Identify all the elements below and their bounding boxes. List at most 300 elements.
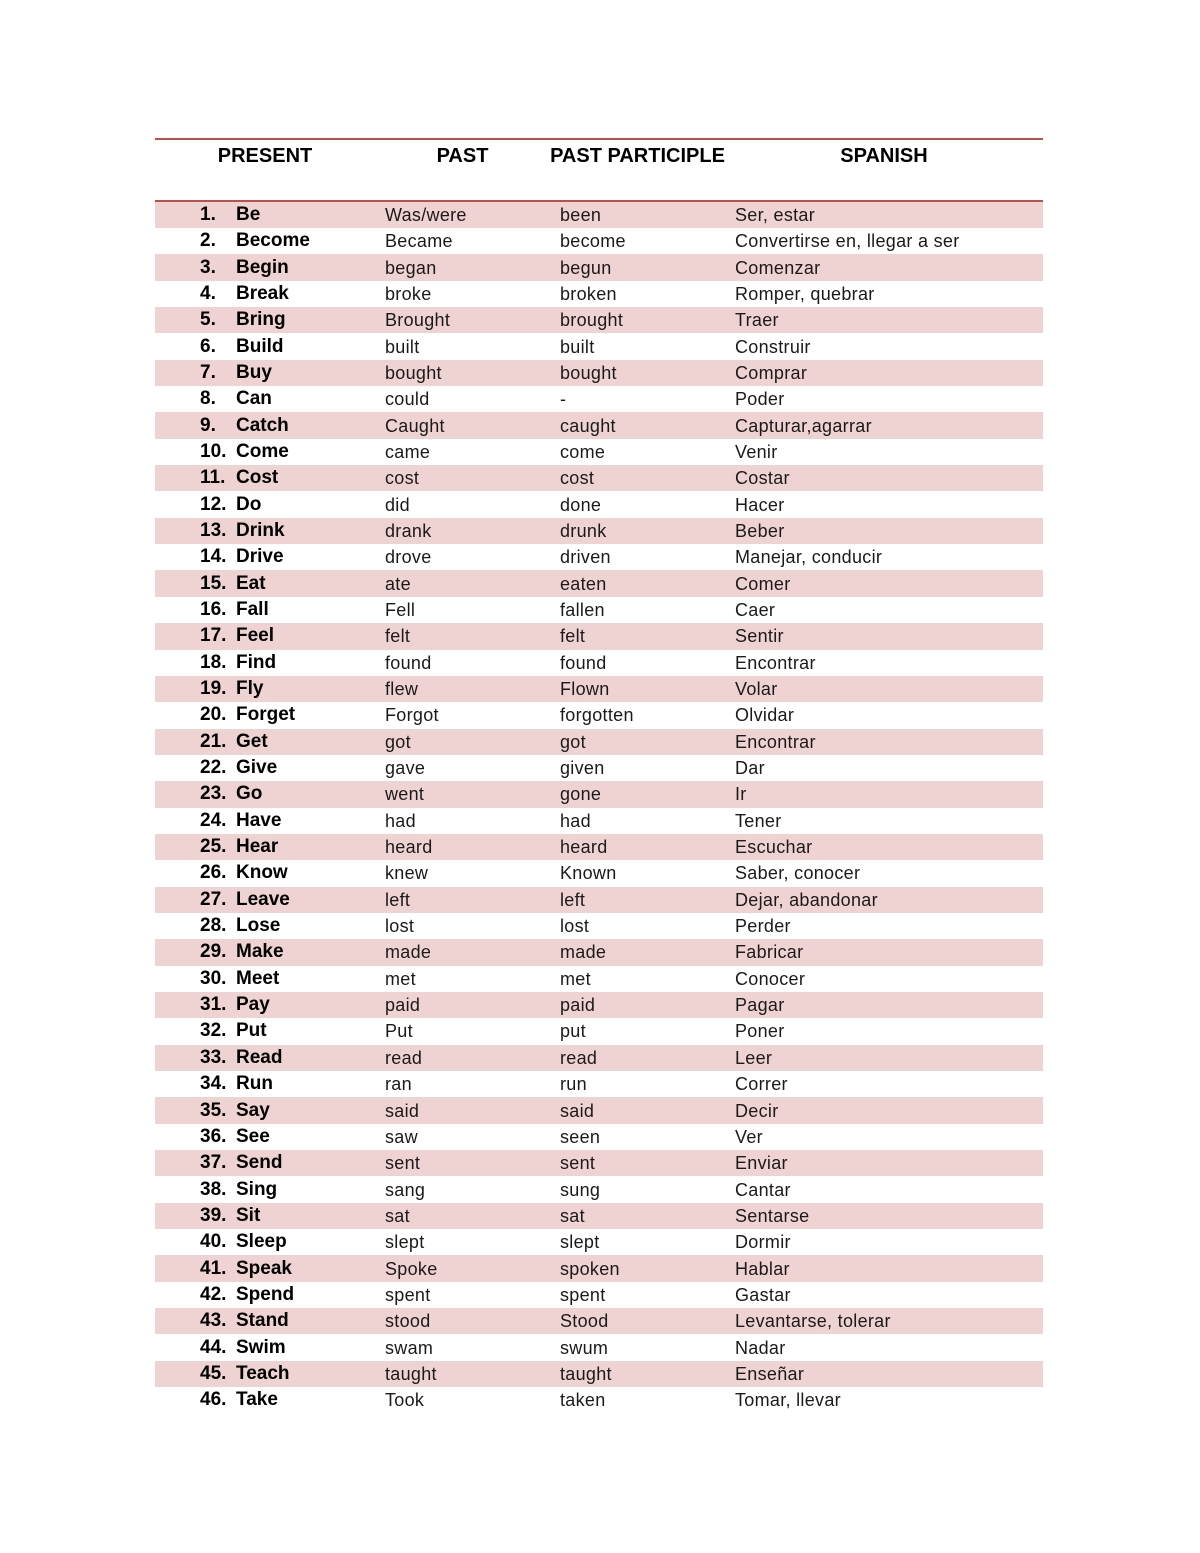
present-cell: [155, 702, 375, 728]
past-participle-cell: read: [560, 1047, 598, 1068]
present-cell: [155, 518, 375, 544]
spanish-cell: Volar: [735, 679, 778, 700]
past-participle-cell: fallen: [560, 599, 605, 620]
past-cell: paid: [385, 995, 421, 1016]
spanish-cell: Construir: [735, 336, 811, 357]
past-participle-cell: swum: [560, 1337, 609, 1358]
spanish-cell: Costar: [735, 468, 790, 489]
present-cell: [155, 1124, 375, 1150]
row-number: 11.: [200, 467, 226, 489]
table-row: [155, 1334, 1043, 1360]
row-number: 32.: [200, 1020, 227, 1042]
present-cell: [155, 1176, 375, 1202]
present-cell: [155, 1018, 375, 1044]
row-number: 45.: [200, 1362, 227, 1384]
spanish-cell: Enseñar: [735, 1363, 805, 1384]
present-verb: Send: [236, 1152, 283, 1174]
present-cell: [155, 544, 375, 570]
row-number: 38.: [200, 1178, 227, 1200]
irregular-verbs-table: [155, 138, 1043, 1413]
past-participle-cell: seen: [560, 1126, 601, 1147]
present-verb: Build: [236, 335, 284, 357]
spanish-cell: Beber: [735, 520, 785, 541]
table-row: [155, 1282, 1043, 1308]
past-cell: got: [385, 731, 411, 752]
present-verb: Speak: [236, 1257, 292, 1279]
table-row: [155, 1203, 1043, 1229]
past-cell: felt: [385, 626, 411, 647]
spanish-cell: Ser, estar: [735, 205, 816, 225]
past-participle-cell: caught: [560, 415, 616, 436]
spanish-cell: Sentarse: [735, 1205, 810, 1226]
table-row: [155, 966, 1043, 992]
row-number: 16.: [200, 598, 227, 620]
table-row: [155, 1176, 1043, 1202]
past-cell: saw: [385, 1126, 418, 1147]
past-cell: flew: [385, 679, 419, 700]
past-cell: spent: [385, 1284, 431, 1305]
present-verb: Drink: [236, 519, 285, 541]
spanish-cell: Conocer: [735, 968, 806, 989]
past-participle-cell: drunk: [560, 520, 607, 541]
spanish-cell: Correr: [735, 1074, 788, 1095]
row-number: 15.: [200, 572, 227, 594]
row-number: 12.: [200, 493, 227, 515]
past-cell: bought: [385, 362, 442, 383]
present-verb: Meet: [236, 967, 280, 989]
present-cell: [155, 465, 375, 491]
past-cell: drove: [385, 547, 432, 568]
spanish-cell: Ver: [735, 1126, 763, 1147]
spanish-cell: Fabricar: [735, 942, 804, 963]
row-number: 25.: [200, 836, 227, 858]
table-row: [155, 1255, 1043, 1281]
past-cell: came: [385, 441, 431, 462]
table-row: [155, 913, 1043, 939]
past-cell: taught: [385, 1363, 437, 1384]
past-cell: Brought: [385, 310, 451, 331]
present-verb: Spend: [236, 1283, 295, 1305]
present-cell: [155, 1097, 375, 1123]
past-participle-cell: broken: [560, 283, 617, 304]
present-cell: [155, 1255, 375, 1281]
spanish-cell: Hablar: [735, 1258, 790, 1279]
spanish-cell: Comenzar: [735, 257, 821, 278]
present-verb: Drive: [236, 546, 284, 568]
row-number: 41.: [200, 1257, 227, 1279]
past-cell: Put: [385, 1021, 413, 1042]
present-verb: Be: [236, 204, 261, 225]
past-participle-cell: made: [560, 942, 607, 963]
spanish-cell: Dormir: [735, 1232, 791, 1253]
past-cell: ran: [385, 1074, 412, 1095]
row-number: 26.: [200, 862, 227, 884]
table-row: [155, 1124, 1043, 1150]
present-cell: [155, 281, 375, 307]
table-header: [155, 139, 1043, 201]
past-participle-cell: Stood: [560, 1311, 609, 1332]
present-verb: See: [236, 1125, 270, 1147]
spanish-cell: Decir: [735, 1100, 779, 1121]
past-cell: sat: [385, 1205, 410, 1226]
table-row: [155, 1387, 1043, 1413]
past-participle-cell: felt: [560, 626, 586, 647]
present-verb: Begin: [236, 256, 289, 278]
past-cell: left: [385, 889, 411, 910]
present-cell: [155, 676, 375, 702]
past-participle-cell: come: [560, 441, 606, 462]
table-row: [155, 597, 1043, 623]
row-number: 20.: [200, 704, 227, 726]
table-row: [155, 201, 1043, 228]
present-verb: Break: [236, 282, 289, 304]
table-row: [155, 386, 1043, 412]
past-cell: went: [385, 784, 425, 805]
row-number: 43.: [200, 1310, 227, 1332]
past-cell: Spoke: [385, 1258, 438, 1279]
spanish-cell: Romper, quebrar: [735, 283, 875, 304]
past-cell: Became: [385, 231, 453, 252]
spanish-cell: Convertirse en, llegar a ser: [735, 231, 960, 252]
past-participle-cell: lost: [560, 916, 590, 937]
past-participle-cell: brought: [560, 310, 624, 331]
present-cell: [155, 834, 375, 860]
present-verb: Know: [236, 862, 288, 884]
past-participle-cell: met: [560, 968, 591, 989]
row-number: 23.: [200, 783, 227, 805]
present-verb: Get: [236, 730, 268, 752]
present-cell: [155, 1361, 375, 1387]
present-verb: Come: [236, 440, 289, 462]
spanish-cell: Pagar: [735, 995, 785, 1016]
past-cell: ate: [385, 573, 411, 594]
present-cell: [155, 307, 375, 333]
table-row: [155, 412, 1043, 438]
past-cell: drank: [385, 520, 432, 541]
table-row: [155, 1361, 1043, 1387]
row-number: 21.: [200, 730, 227, 752]
spanish-cell: Perder: [735, 916, 791, 937]
past-participle-cell: got: [560, 731, 586, 752]
spanish-cell: Poner: [735, 1021, 785, 1042]
spanish-cell: Gastar: [735, 1284, 791, 1305]
table-row: [155, 281, 1043, 307]
present-verb: Can: [236, 388, 272, 410]
row-number: 6.: [200, 335, 216, 357]
table-row: [155, 439, 1043, 465]
spanish-cell: Comprar: [735, 362, 808, 383]
present-verb: Say: [236, 1099, 270, 1121]
row-number: 22.: [200, 757, 227, 779]
table-row: [155, 1150, 1043, 1176]
table-row: [155, 333, 1043, 359]
row-number: 17.: [200, 625, 227, 647]
past-participle-cell: taught: [560, 1363, 612, 1384]
past-cell: gave: [385, 758, 426, 779]
present-cell: [155, 966, 375, 992]
present-verb: Sing: [236, 1178, 278, 1200]
present-cell: [155, 623, 375, 649]
row-number: 29.: [200, 941, 227, 963]
past-participle-cell: eaten: [560, 573, 607, 594]
spanish-cell: Encontrar: [735, 731, 816, 752]
past-cell: heard: [385, 837, 433, 858]
row-number: 1.: [200, 204, 216, 225]
present-cell: [155, 597, 375, 623]
row-number: 31.: [200, 994, 227, 1016]
spanish-cell: Dar: [735, 758, 765, 779]
past-cell: swam: [385, 1337, 434, 1358]
spanish-cell: Levantarse, tolerar: [735, 1311, 891, 1332]
past-cell: made: [385, 942, 432, 963]
present-cell: [155, 1334, 375, 1360]
spanish-cell: Saber, conocer: [735, 863, 861, 884]
past-cell: Took: [385, 1390, 425, 1411]
past-cell: did: [385, 494, 410, 515]
past-participle-cell: slept: [560, 1232, 600, 1253]
row-number: 18.: [200, 651, 227, 673]
past-participle-cell: bought: [560, 362, 617, 383]
table-row: [155, 1229, 1043, 1255]
row-number: 2.: [200, 230, 216, 252]
row-number: 9.: [200, 414, 216, 436]
spanish-cell: Manejar, conducir: [735, 547, 883, 568]
present-verb: Fall: [236, 598, 269, 620]
past-participle-cell: said: [560, 1100, 595, 1121]
present-verb: Sleep: [236, 1231, 287, 1253]
past-cell: found: [385, 652, 432, 673]
past-participle-cell: cost: [560, 468, 595, 489]
table-row: [155, 992, 1043, 1018]
present-cell: [155, 992, 375, 1018]
past-cell: could: [385, 389, 430, 410]
row-number: 8.: [200, 388, 216, 410]
spanish-cell: Escuchar: [735, 837, 813, 858]
present-cell: [155, 1203, 375, 1229]
past-cell: slept: [385, 1232, 425, 1253]
row-number: 33.: [200, 1046, 227, 1068]
present-verb: Swim: [236, 1336, 286, 1358]
past-participle-cell: had: [560, 810, 591, 831]
present-verb: Do: [236, 493, 262, 515]
table-row: [155, 228, 1043, 254]
spanish-cell: Nadar: [735, 1337, 786, 1358]
present-cell: [155, 913, 375, 939]
present-verb: Hear: [236, 836, 279, 858]
present-verb: Catch: [236, 414, 289, 436]
present-verb: Take: [236, 1389, 278, 1411]
past-participle-cell: Known: [560, 863, 617, 884]
past-cell: built: [385, 336, 420, 357]
present-cell: [155, 860, 375, 886]
row-number: 24.: [200, 809, 227, 831]
present-cell: [155, 570, 375, 596]
present-cell: [155, 650, 375, 676]
present-verb: Fly: [236, 678, 264, 700]
table-row: [155, 1045, 1043, 1071]
present-cell: [155, 201, 375, 228]
past-participle-cell: begun: [560, 257, 612, 278]
present-cell: [155, 386, 375, 412]
row-number: 3.: [200, 256, 216, 278]
present-verb: Have: [236, 809, 282, 831]
header-row: [155, 139, 1043, 201]
table-row: [155, 307, 1043, 333]
past-cell: read: [385, 1047, 423, 1068]
row-number: 28.: [200, 915, 227, 937]
table-row: [155, 1071, 1043, 1097]
past-participle-cell: spoken: [560, 1258, 620, 1279]
present-cell: [155, 887, 375, 913]
past-participle-cell: Flown: [560, 679, 610, 700]
row-number: 40.: [200, 1231, 227, 1253]
present-verb: Teach: [236, 1362, 290, 1384]
spanish-cell: Cantar: [735, 1179, 791, 1200]
spanish-cell: Dejar, abandonar: [735, 889, 878, 910]
row-number: 4.: [200, 282, 216, 304]
table-row: [155, 360, 1043, 386]
past-participle-cell: -: [560, 389, 567, 410]
past-cell: said: [385, 1100, 420, 1121]
present-verb: Eat: [236, 572, 266, 594]
past-cell: lost: [385, 916, 415, 937]
spanish-cell: Hacer: [735, 494, 785, 515]
present-cell: [155, 1045, 375, 1071]
past-cell: Caught: [385, 415, 445, 436]
present-cell: [155, 228, 375, 254]
past-participle-cell: put: [560, 1021, 586, 1042]
table-row: [155, 676, 1043, 702]
present-verb: Feel: [236, 625, 275, 647]
table-row: [155, 254, 1043, 280]
spanish-cell: Venir: [735, 441, 778, 462]
present-cell: [155, 333, 375, 359]
past-participle-cell: gone: [560, 784, 602, 805]
table-row: [155, 1018, 1043, 1044]
past-participle-cell: paid: [560, 995, 596, 1016]
row-number: 5.: [200, 309, 216, 331]
spanish-cell: Tomar, llevar: [735, 1390, 841, 1411]
present-verb: Pay: [236, 994, 270, 1016]
table-row: [155, 702, 1043, 728]
spanish-cell: Caer: [735, 599, 776, 620]
table-row: [155, 1308, 1043, 1334]
header-past: PAST: [375, 139, 550, 201]
present-verb: Go: [236, 783, 263, 805]
spanish-cell: Traer: [735, 310, 779, 331]
present-cell: [155, 412, 375, 438]
table-row: [155, 887, 1043, 913]
row-number: 10.: [200, 440, 227, 462]
past-participle-cell: sung: [560, 1179, 601, 1200]
present-verb: Cost: [236, 467, 279, 489]
present-cell: [155, 1229, 375, 1255]
table-body: [155, 201, 1043, 1413]
table-row: [155, 544, 1043, 570]
table-row: [155, 623, 1043, 649]
table-row: [155, 650, 1043, 676]
present-cell: [155, 755, 375, 781]
table-row: [155, 491, 1043, 517]
past-participle-cell: taken: [560, 1390, 606, 1411]
past-participle-cell: left: [560, 889, 586, 910]
past-cell: broke: [385, 283, 432, 304]
row-number: 34.: [200, 1073, 227, 1095]
table-row: [155, 570, 1043, 596]
table-row: [155, 465, 1043, 491]
present-cell: [155, 1282, 375, 1308]
present-verb: Become: [236, 230, 310, 252]
table-row: [155, 729, 1043, 755]
table-row: [155, 834, 1043, 860]
header-spanish: SPANISH: [725, 139, 1043, 201]
past-cell: sang: [385, 1179, 426, 1200]
present-cell: [155, 439, 375, 465]
present-cell: [155, 781, 375, 807]
row-number: 44.: [200, 1336, 227, 1358]
present-cell: [155, 729, 375, 755]
row-number: 30.: [200, 967, 227, 989]
row-number: 36.: [200, 1125, 227, 1147]
row-number: 27.: [200, 888, 227, 910]
spanish-cell: Ir: [735, 784, 747, 805]
past-cell: cost: [385, 468, 420, 489]
past-participle-cell: given: [560, 758, 605, 779]
present-verb: Stand: [236, 1310, 289, 1332]
present-cell: [155, 1071, 375, 1097]
past-cell: began: [385, 257, 437, 278]
table-row: [155, 755, 1043, 781]
header-past-participle: PAST PARTICIPLE: [550, 139, 725, 201]
past-participle-cell: run: [560, 1074, 587, 1095]
present-cell: [155, 808, 375, 834]
past-participle-cell: found: [560, 652, 607, 673]
past-cell: had: [385, 810, 416, 831]
present-verb: Lose: [236, 915, 281, 937]
present-verb: Put: [236, 1020, 267, 1042]
present-cell: [155, 1308, 375, 1334]
past-participle-cell: sat: [560, 1205, 585, 1226]
table-row: [155, 1097, 1043, 1123]
table-row: [155, 518, 1043, 544]
present-verb: Forget: [236, 704, 296, 726]
past-cell: knew: [385, 863, 429, 884]
row-number: 42.: [200, 1283, 227, 1305]
present-cell: [155, 939, 375, 965]
row-number: 7.: [200, 361, 216, 383]
present-verb: Give: [236, 757, 278, 779]
past-participle-cell: built: [560, 336, 595, 357]
row-number: 39.: [200, 1204, 227, 1226]
past-cell: Fell: [385, 599, 416, 620]
present-cell: [155, 491, 375, 517]
table-row: [155, 808, 1043, 834]
past-participle-cell: forgotten: [560, 705, 634, 726]
present-verb: Leave: [236, 888, 290, 910]
spanish-cell: Olvidar: [735, 705, 795, 726]
past-cell: stood: [385, 1311, 431, 1332]
spanish-cell: Tener: [735, 810, 782, 831]
present-verb: Run: [236, 1073, 273, 1095]
table-row: [155, 781, 1043, 807]
spanish-cell: Encontrar: [735, 652, 816, 673]
present-verb: Read: [236, 1046, 283, 1068]
table-row: [155, 860, 1043, 886]
present-cell: [155, 360, 375, 386]
past-cell: sent: [385, 1153, 421, 1174]
row-number: 19.: [200, 678, 227, 700]
past-participle-cell: spent: [560, 1284, 606, 1305]
